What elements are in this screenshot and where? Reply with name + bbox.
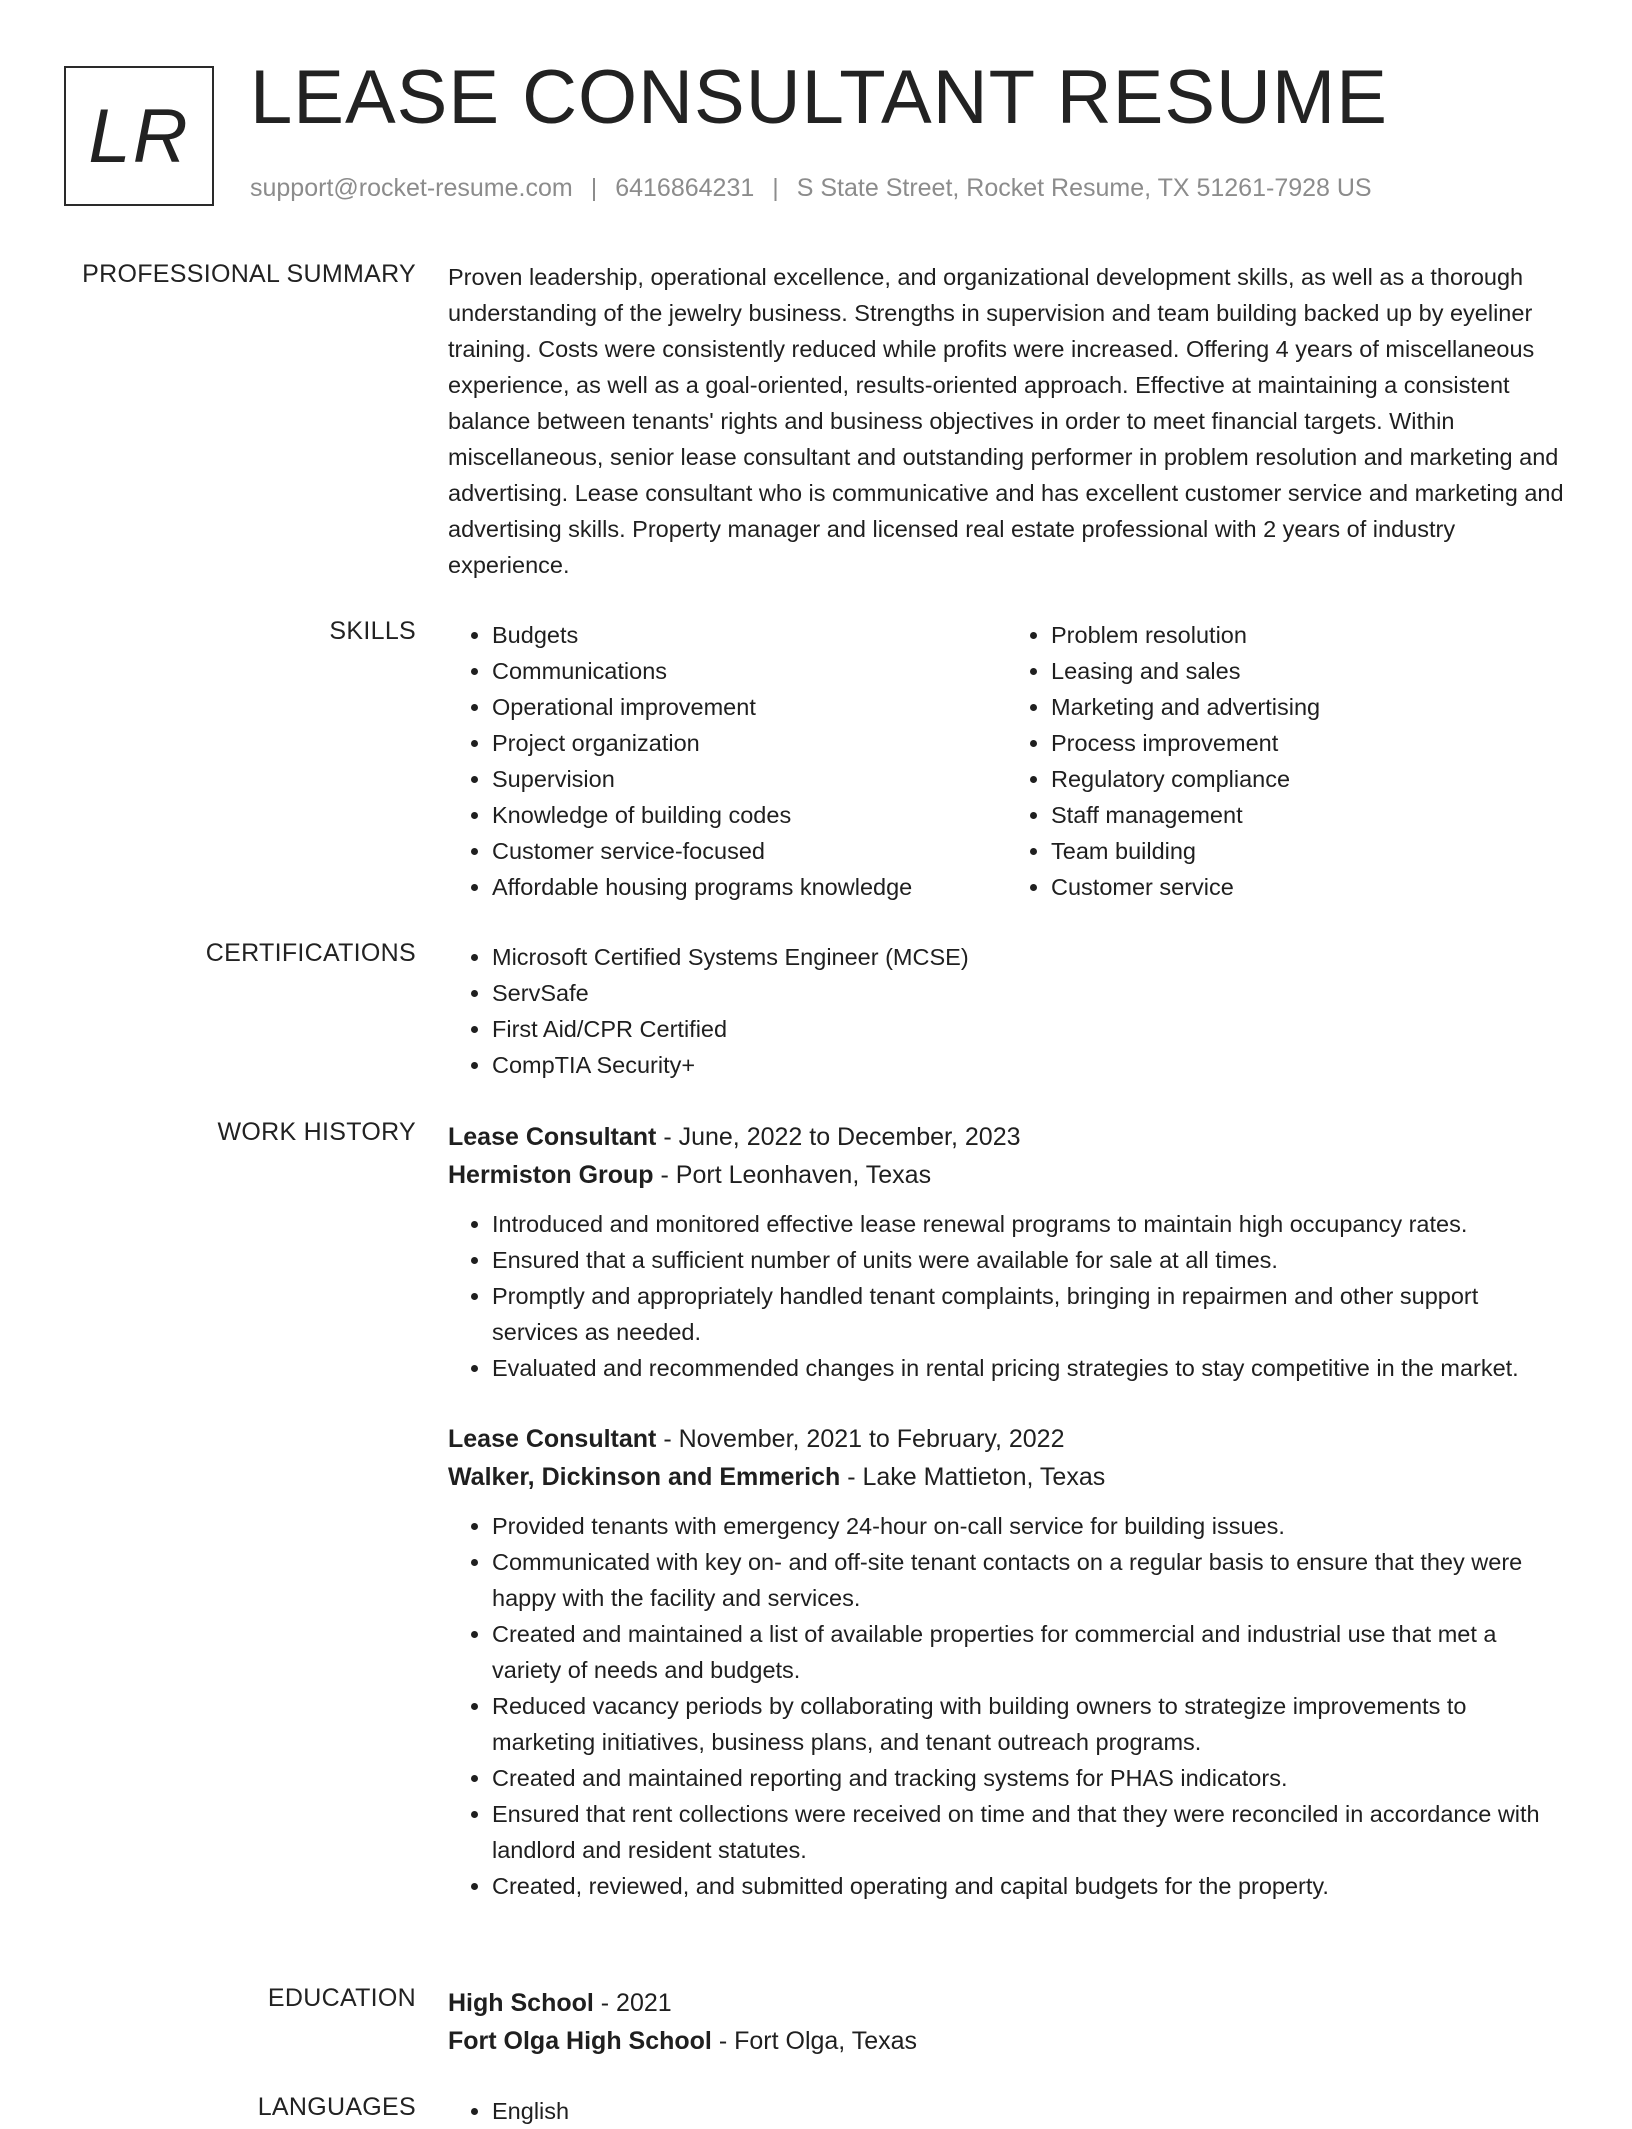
list-item: • Customer service <box>1051 869 1566 905</box>
list-item: • Staff management <box>1051 797 1566 833</box>
list-item: • Budgets <box>492 617 1007 653</box>
list-item: • Created, reviewed, and submitted operating and capital budgets for the property. <box>492 1868 1566 1904</box>
list-item: • Microsoft Certified Systems Engineer (MCSE) <box>492 939 1566 975</box>
summary-label: PROFESSIONAL SUMMARY <box>82 260 416 288</box>
education-school: Fort Olga High School <box>448 2027 712 2055</box>
education-school-line <box>448 2022 1566 2060</box>
list-item: • Problem resolution <box>1051 617 1566 653</box>
list-item: • Operational improvement <box>492 689 1007 725</box>
certifications-list <box>448 939 1566 1083</box>
resume-title: LEASE CONSULTANT RESUME <box>250 55 1388 140</box>
skills-body <box>448 617 1566 905</box>
job-dates: - June, 2022 to December, 2023 <box>656 1123 1021 1151</box>
education-label: EDUCATION <box>267 1984 416 2012</box>
job-location: - Port Leonhaven, Texas <box>653 1161 932 1189</box>
education-year: - 2021 <box>593 1989 672 2017</box>
job-location: - Lake Mattieton, Texas <box>840 1463 1106 1491</box>
list-item: • Ensured that a sufficient number of units were available for sale at all times. <box>492 1242 1566 1278</box>
list-item: • Promptly and appropriately handled tenant complaints, bringing in repairmen and other support services as needed. <box>492 1278 1566 1350</box>
job-bullets <box>448 1508 1566 1904</box>
list-item: • Regulatory compliance <box>1051 761 1566 797</box>
contact-address: S State Street, Rocket Resume, TX 51261-7928 US <box>796 174 1372 202</box>
certifications-body <box>448 939 1566 1083</box>
list-item: • Process improvement <box>1051 725 1566 761</box>
list-item: • Communications <box>492 653 1007 689</box>
skills-list-left <box>448 617 1007 905</box>
list-item: • First Aid/CPR Certified <box>492 1011 1566 1047</box>
list-item: • Communicated with key on- and off-site tenant contacts on a regular basis to ensure that they were happy with the facility and services. <box>492 1544 1566 1616</box>
job-company: Hermiston Group <box>448 1161 654 1189</box>
job-company-line <box>448 1458 1566 1496</box>
work-history-body <box>448 1118 1566 1938</box>
job-company: Walker, Dickinson and Emmerich <box>448 1463 841 1491</box>
job-title: Lease Consultant <box>448 1123 657 1151</box>
list-item: • Project organization <box>492 725 1007 761</box>
languages-body <box>448 2093 1566 2129</box>
list-item: • Supervision <box>492 761 1007 797</box>
education-body <box>448 1984 1566 2060</box>
job-title: Lease Consultant <box>448 1425 657 1453</box>
contact-phone: 6416864231 <box>615 174 755 202</box>
skills-list-right <box>1007 617 1566 905</box>
contact-email: support@rocket-resume.com <box>250 174 573 202</box>
list-item: • ServSafe <box>492 975 1566 1011</box>
job-title-line <box>448 1420 1566 1458</box>
job-company-line <box>448 1156 1566 1194</box>
education-degree: High School <box>448 1989 594 2017</box>
list-item: • Knowledge of building codes <box>492 797 1007 833</box>
list-item: • Marketing and advertising <box>1051 689 1566 725</box>
monogram-logo: LR <box>64 66 214 206</box>
job-entry <box>448 1420 1566 1904</box>
summary-text: Proven leadership, operational excellence, and organizational development skills, as well as a thorough understanding of the jewelry business. Strengths in supervision and team building backed up by eyeliner training. Costs were consistently reduced while profits were increased. Offering 4 years of miscellaneous experience, as well as a goal-oriented, results-oriented approach. Effective at maintaining a consistent balance between tenants' rights and business objectives in order to meet financial targets. Within miscellaneous, senior lease consultant and outstanding performer in problem resolution and marketing and advertising. Lease consultant who is communicative and has excellent customer service and marketing and advertising skills. Property manager and licensed real estate professional with 2 years of industry experience. <box>448 264 1564 578</box>
list-item: • Leasing and sales <box>1051 653 1566 689</box>
certifications-label: CERTIFICATIONS <box>205 939 416 967</box>
list-item: • Customer service-focused <box>492 833 1007 869</box>
contact-separator: | <box>590 174 598 202</box>
list-item: • Introduced and monitored effective lease renewal programs to maintain high occupancy rates. <box>492 1206 1566 1242</box>
education-degree-line <box>448 1984 1566 2022</box>
skills-columns <box>448 617 1566 905</box>
languages-list <box>448 2093 1566 2129</box>
list-item: • Provided tenants with emergency 24-hour on-call service for building issues. <box>492 1508 1566 1544</box>
list-item: • Created and maintained reporting and tracking systems for PHAS indicators. <box>492 1760 1566 1796</box>
job-title-line <box>448 1118 1566 1156</box>
list-item: • Evaluated and recommended changes in rental pricing strategies to stay competitive in the market. <box>492 1350 1566 1386</box>
contact-separator: | <box>772 174 779 202</box>
job-bullets <box>448 1206 1566 1386</box>
list-item: • Team building <box>1051 833 1566 869</box>
list-item: • Reduced vacancy periods by collaborating with building owners to strategize improvements to marketing initiatives, business plans, and tenant outreach programs. <box>492 1688 1566 1760</box>
list-item: • English <box>492 2093 1566 2129</box>
list-item: • Created and maintained a list of available properties for commercial and industrial use that met a variety of needs and budgets. <box>492 1616 1566 1688</box>
list-item: • CompTIA Security+ <box>492 1047 1566 1083</box>
job-dates: - November, 2021 to February, 2022 <box>656 1425 1065 1453</box>
contact-line <box>250 174 1372 203</box>
list-item: • Ensured that rent collections were received on time and that they were reconciled in accordance with landlord and resident statutes. <box>492 1796 1566 1868</box>
job-entry <box>448 1118 1566 1386</box>
list-item: • Affordable housing programs knowledge <box>492 869 1007 905</box>
work-history-label: WORK HISTORY <box>217 1118 416 1146</box>
summary-body <box>448 259 1566 583</box>
education-location: - Fort Olga, Texas <box>711 2027 918 2055</box>
skills-label: SKILLS <box>329 617 416 645</box>
languages-label: LANGUAGES <box>257 2093 416 2121</box>
